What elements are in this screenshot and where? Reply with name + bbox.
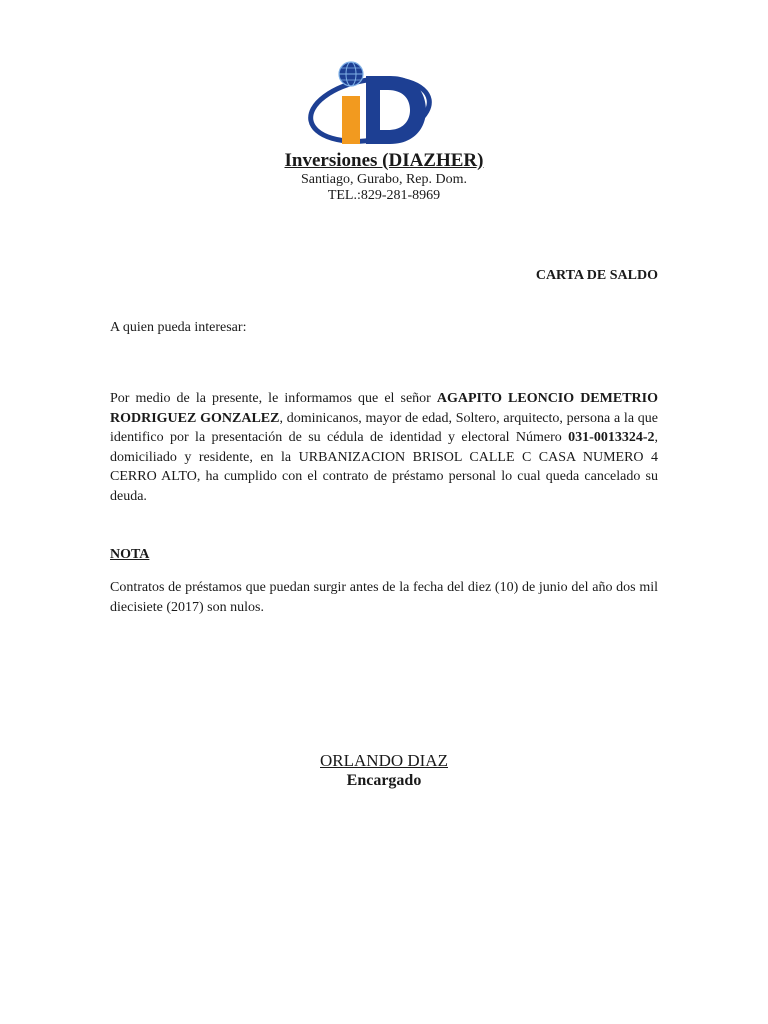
- paragraph-text-2: , dominicanos, mayor de edad, Soltero, arquitecto, persona a la que identifico por la presentación de su cédula de identidad y electoral Número: [110, 410, 659, 445]
- company-phone: TEL.:829-281-8969: [327, 188, 441, 203]
- id-globe-logo-icon: [308, 58, 440, 150]
- document-title: CARTA DE SALDO: [535, 268, 658, 283]
- company-name: Inversiones (DIAZHER): [284, 150, 484, 171]
- salutation: A quien pueda interesar:: [110, 320, 247, 335]
- client-name: AGAPITO LEONCIO DEMETRIO RODRIGUEZ GONZALEZ: [110, 391, 658, 426]
- signer-role: Encargado: [346, 772, 422, 789]
- main-paragraph: [110, 389, 658, 506]
- note-heading: NOTA: [110, 547, 150, 562]
- id-number: 031-0013324-2: [568, 430, 655, 445]
- signer-name: ORLANDO DIAZ: [320, 751, 448, 770]
- company-address: Santiago, Gurabo, Rep. Dom.: [300, 172, 468, 187]
- paragraph-text-1: Por medio de la presente, le informamos que el señor: [110, 391, 437, 406]
- paragraph-text-3: , domiciliado y residente, en la URBANIZACION BRISOL CALLE C CASA NUMERO 4 CERRO ALTO, ha cumplido con el contrato de préstamo personal lo cual queda cancelado su deuda.: [110, 430, 658, 504]
- note-paragraph: Contratos de préstamos que puedan surgir antes de la fecha del diez (10) de junio del año dos mil diecisiete (2017) son nulos.: [110, 580, 658, 615]
